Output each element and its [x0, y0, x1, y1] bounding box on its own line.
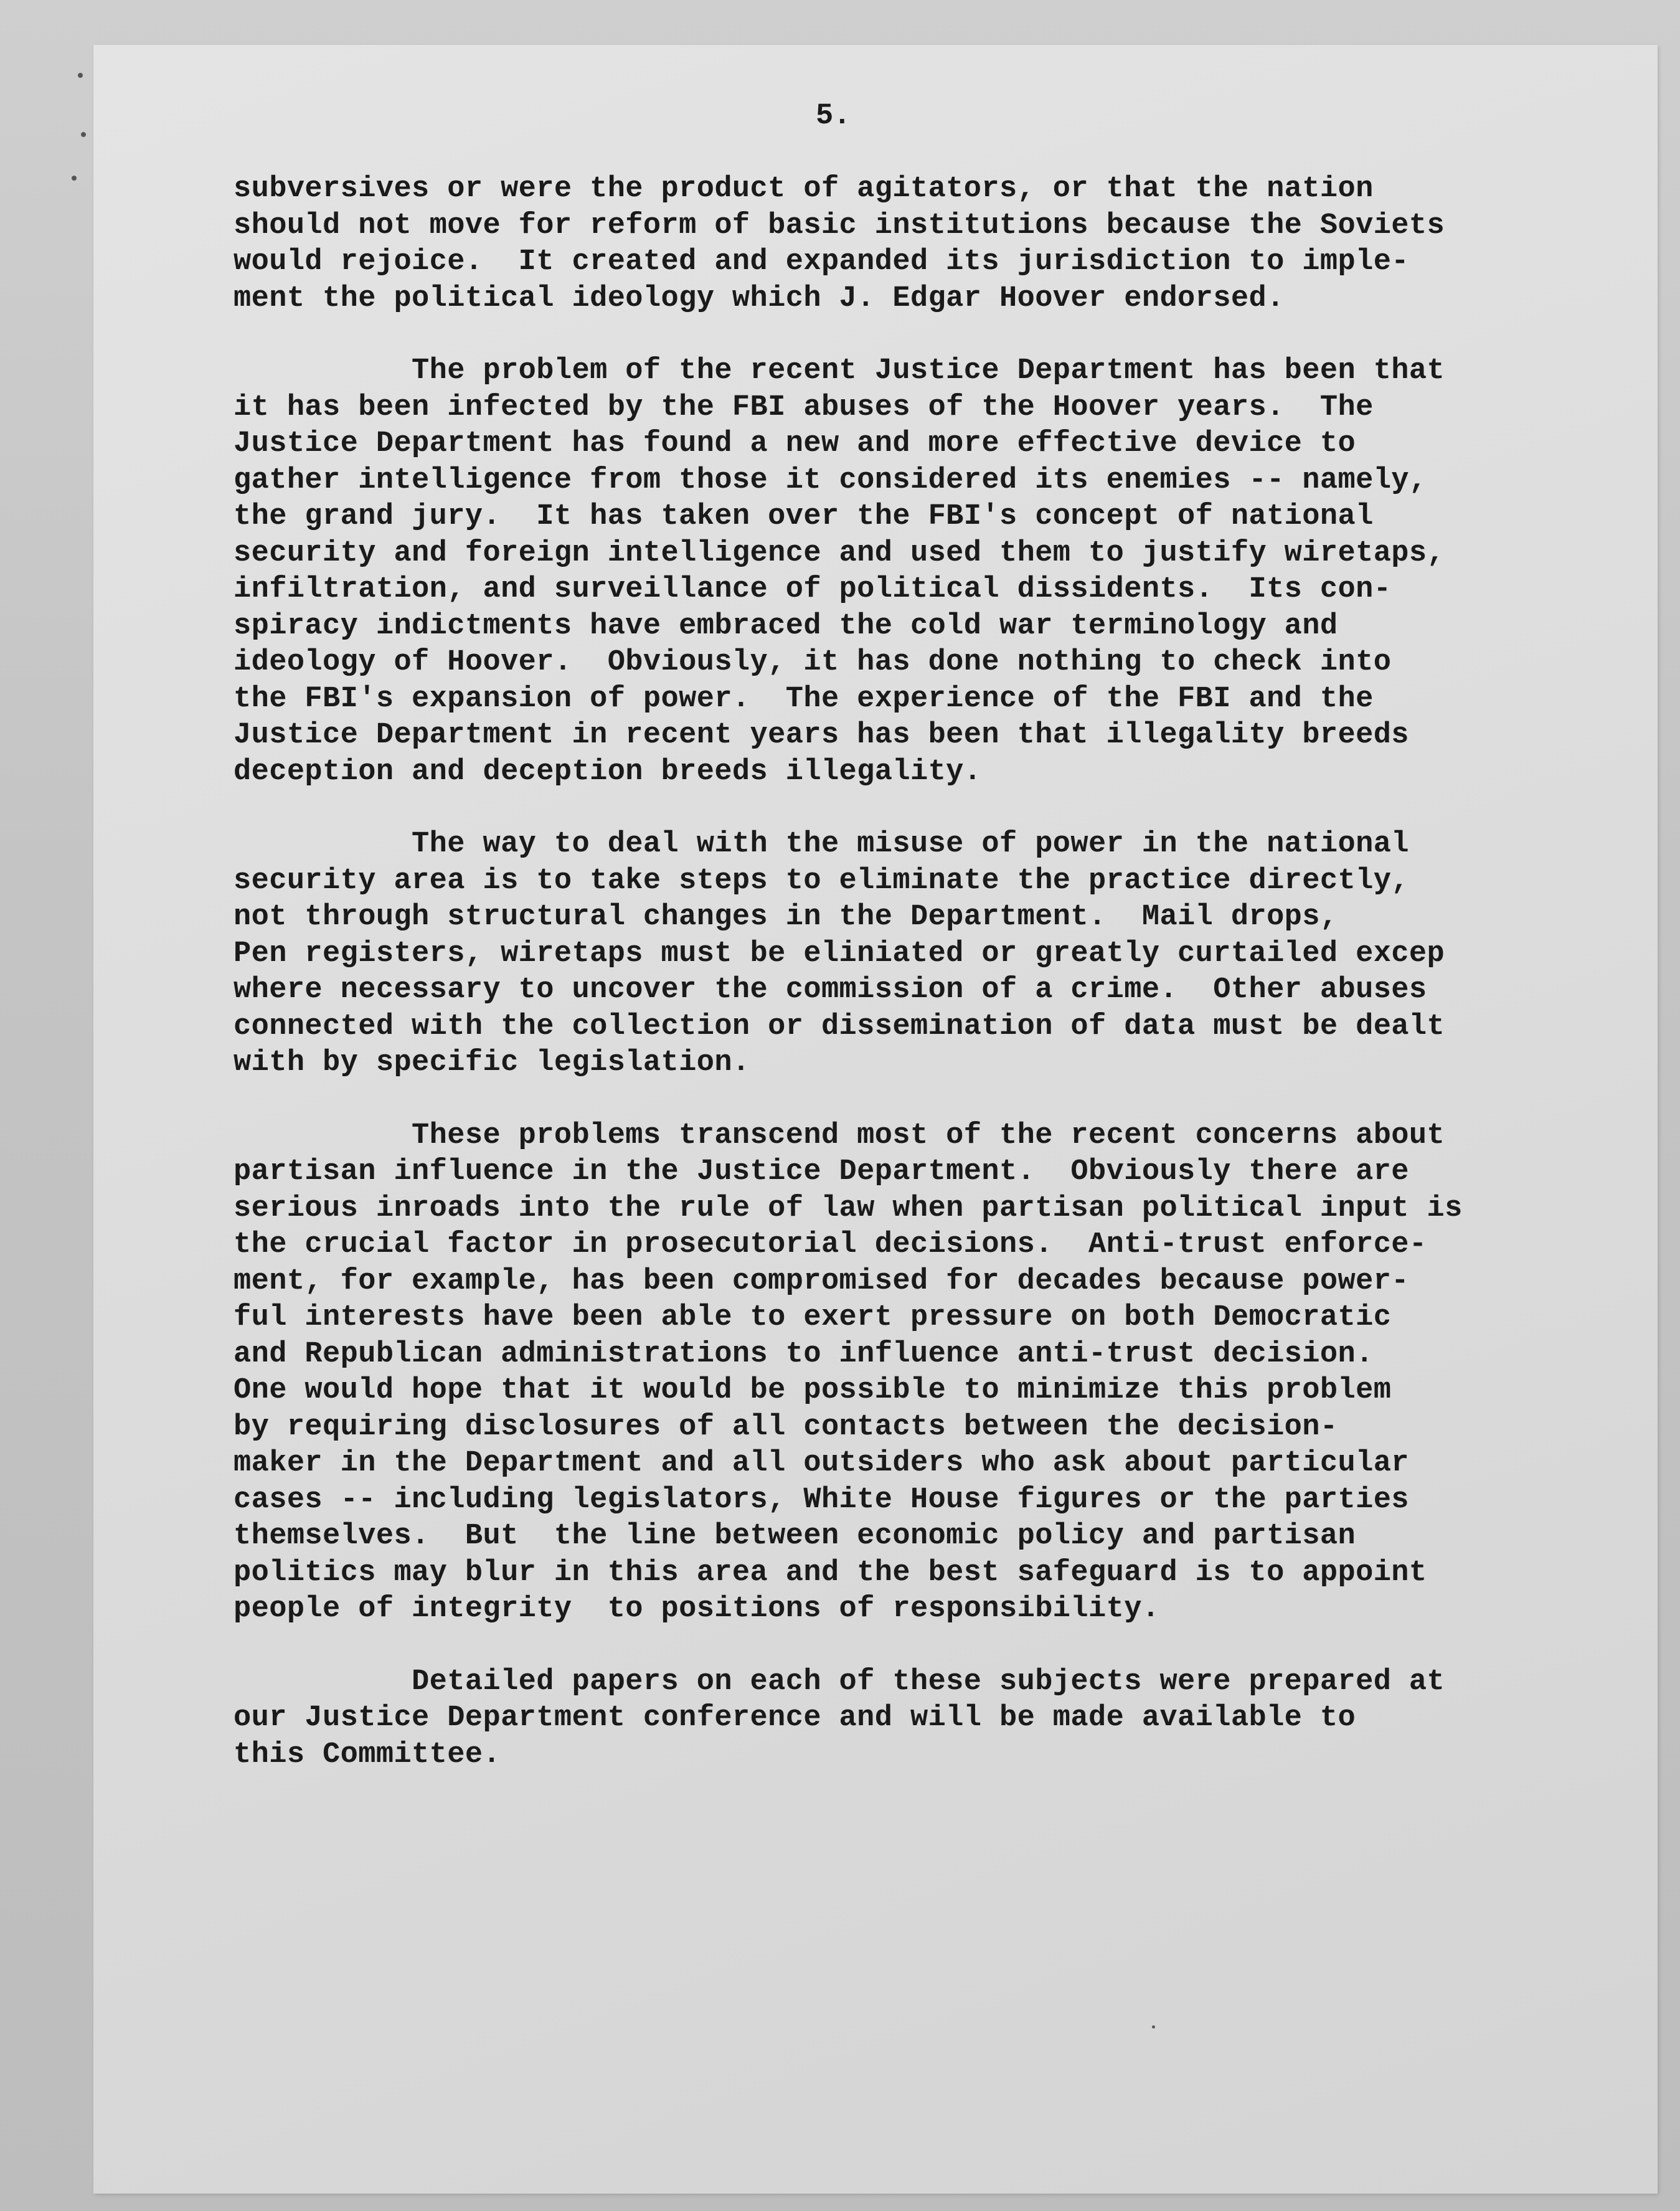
text-line: Justice Department has found a new and more effective device to — [234, 427, 1356, 460]
text-line: gather intelligence from those it considered its enemies -- namely, — [234, 463, 1427, 497]
text-line: should not move for reform of basic institutions because the Soviets — [234, 209, 1445, 242]
text-line: partisan influence in the Justice Department. Obviously there are — [234, 1155, 1409, 1188]
text-line: security and foreign intelligence and used them to justify wiretaps, — [234, 536, 1445, 570]
text-line: this Committee. — [234, 1738, 501, 1771]
text-line: and Republican administrations to influence anti-trust decision. — [234, 1337, 1374, 1371]
text-line: ment the political ideology which J. Edgar Hoover endorsed. — [234, 282, 1285, 315]
text-line: Justice Department in recent years has been that illegality breeds — [234, 719, 1409, 752]
text-line: cases -- including legislators, White House figures or the parties — [234, 1483, 1409, 1517]
paragraph — [234, 1664, 1622, 1774]
paragraph — [234, 826, 1622, 1082]
text-line: with by specific legislation. — [234, 1046, 750, 1079]
text-line: security area is to take steps to eliminate the practice directly, — [234, 864, 1409, 897]
text-line: people of integrity to positions of responsibility. — [234, 1593, 1160, 1626]
text-line: where necessary to uncover the commission of a crime. Other abuses — [234, 973, 1427, 1006]
text-line: ideology of Hoover. Obviously, it has done nothing to check into — [234, 646, 1392, 679]
text-line: serious inroads into the rule of law when partisan political input is — [234, 1191, 1463, 1225]
text-line: The problem of the recent Justice Department has been that — [234, 354, 1445, 387]
document-body — [234, 171, 1622, 1809]
text-line: spiracy indictments have embraced the cold war terminology and — [234, 609, 1338, 643]
text-line: connected with the collection or dissemination of data must be dealt — [234, 1010, 1445, 1043]
text-line: The way to deal with the misuse of power in the national — [234, 828, 1409, 861]
text-line: the grand jury. It has taken over the FBI's concept of national — [234, 500, 1374, 533]
text-line: would rejoice. It created and expanded its jurisdiction to imple- — [234, 245, 1409, 278]
paragraph — [234, 1118, 1622, 1628]
text-line: not through structural changes in the Department. Mail drops, — [234, 901, 1338, 934]
paragraph — [234, 171, 1622, 317]
text-line: ment, for example, has been compromised for decades because power- — [234, 1264, 1409, 1298]
text-line: These problems transcend most of the recent concerns about — [234, 1119, 1445, 1152]
text-line: the crucial factor in prosecutorial decisions. Anti-trust enforce- — [234, 1228, 1427, 1261]
page-number: 5. — [816, 100, 851, 133]
text-line: it has been infected by the FBI abuses of the Hoover years. The — [234, 391, 1374, 424]
text-line: the FBI's expansion of power. The experience of the FBI and the — [234, 682, 1374, 716]
text-line: by requiring disclosures of all contacts between the decision- — [234, 1410, 1338, 1444]
paper-speck — [1152, 2025, 1155, 2029]
text-line: politics may blur in this area and the best safeguard is to appoint — [234, 1556, 1427, 1589]
paper-speck — [72, 176, 77, 181]
paragraph — [234, 353, 1622, 790]
text-line: One would hope that it would be possible to minimize this problem — [234, 1374, 1392, 1407]
text-line: maker in the Department and all outsiders who ask about particular — [234, 1447, 1409, 1480]
paper-speck — [81, 132, 86, 137]
text-line: deception and deception breeds illegality. — [234, 755, 982, 788]
text-line: ful interests have been able to exert pressure on both Democratic — [234, 1301, 1392, 1334]
paper-speck — [78, 73, 83, 78]
text-line: infiltration, and surveillance of political dissidents. Its con- — [234, 573, 1392, 606]
text-line: Pen registers, wiretaps must be eliniated or greatly curtailed excep — [234, 937, 1445, 970]
text-line: subversives or were the product of agitators, or that the nation — [234, 173, 1374, 206]
text-line: themselves. But the line between economic policy and partisan — [234, 1520, 1356, 1553]
text-line: Detailed papers on each of these subjects were prepared at — [234, 1665, 1445, 1698]
text-line: our Justice Department conference and will be made available to — [234, 1702, 1356, 1735]
